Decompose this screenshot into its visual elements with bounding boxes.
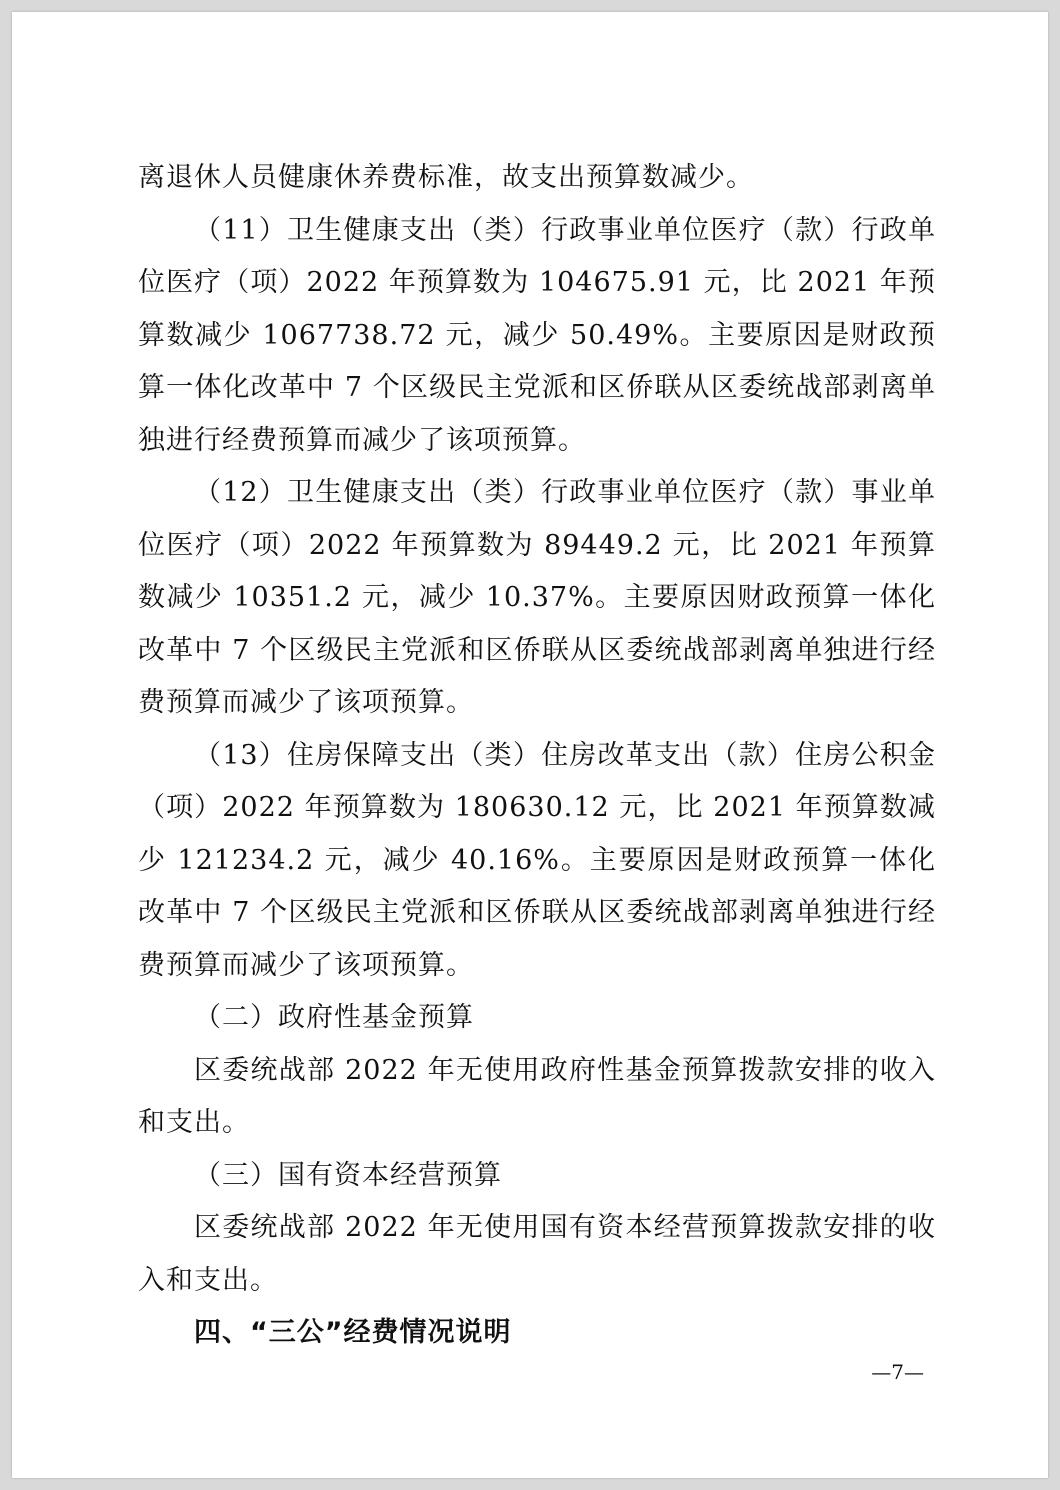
paragraph-item-13: （13）住房保障支出（类）住房改革支出（款）住房公积金（项）2022 年预算数为 180630.12 元，比 2021 年预算数减少 121234.2 元，减少 40.16%。主要原因是财政预算一体化改革中 7 个区级民主党派和区侨联从区委统战部剥离单独进行经费预算而减少了该项预算。 xyxy=(138,739,936,981)
section-heading-three-public-expenses: 四、“三公”经费情况说明 xyxy=(194,1317,512,1348)
section-heading-government-fund-budget: （二）政府性基金预算 xyxy=(194,1002,474,1033)
paragraph-government-fund-budget: 区委统战部 2022 年无使用政府性基金预算拨款安排的收入和支出。 xyxy=(138,1054,936,1138)
paragraph-continuation: 离退休人员健康休养费标准，故支出预算数减少。 xyxy=(138,162,754,193)
paragraph-item-11: （11）卫生健康支出（类）行政事业单位医疗（款）行政单位医疗（项）2022 年预算数为 104675.91 元，比 2021 年预算数减少 1067738.72 元，减少 50.49%。主要原因是财政预算一体化改革中 7 个区级民主党派和区侨联从区委统战部剥离单独进行经费预算而减少了该项预算。 xyxy=(138,214,936,456)
page-number: —7— xyxy=(871,1360,924,1384)
section-heading-state-capital-budget: （三）国有资本经营预算 xyxy=(194,1159,502,1191)
paragraph-item-12: （12）卫生健康支出（类）行政事业单位医疗（款）事业单位医疗（项）2022 年预算数为 89449.2 元，比 2021 年预算数减少 10351.2 元，减少 10.37%。主要原因财政预算一体化改革中 7 个区级民主党派和区侨联从区委统战部剥离单独进行经费预算而减少了该项预算。 xyxy=(138,477,936,718)
paragraph-state-capital-budget: 区委统战部 2022 年无使用国有资本经营预算拨款安排的收入和支出。 xyxy=(138,1212,936,1296)
document-page xyxy=(12,12,1048,1478)
page-content xyxy=(138,152,936,1360)
